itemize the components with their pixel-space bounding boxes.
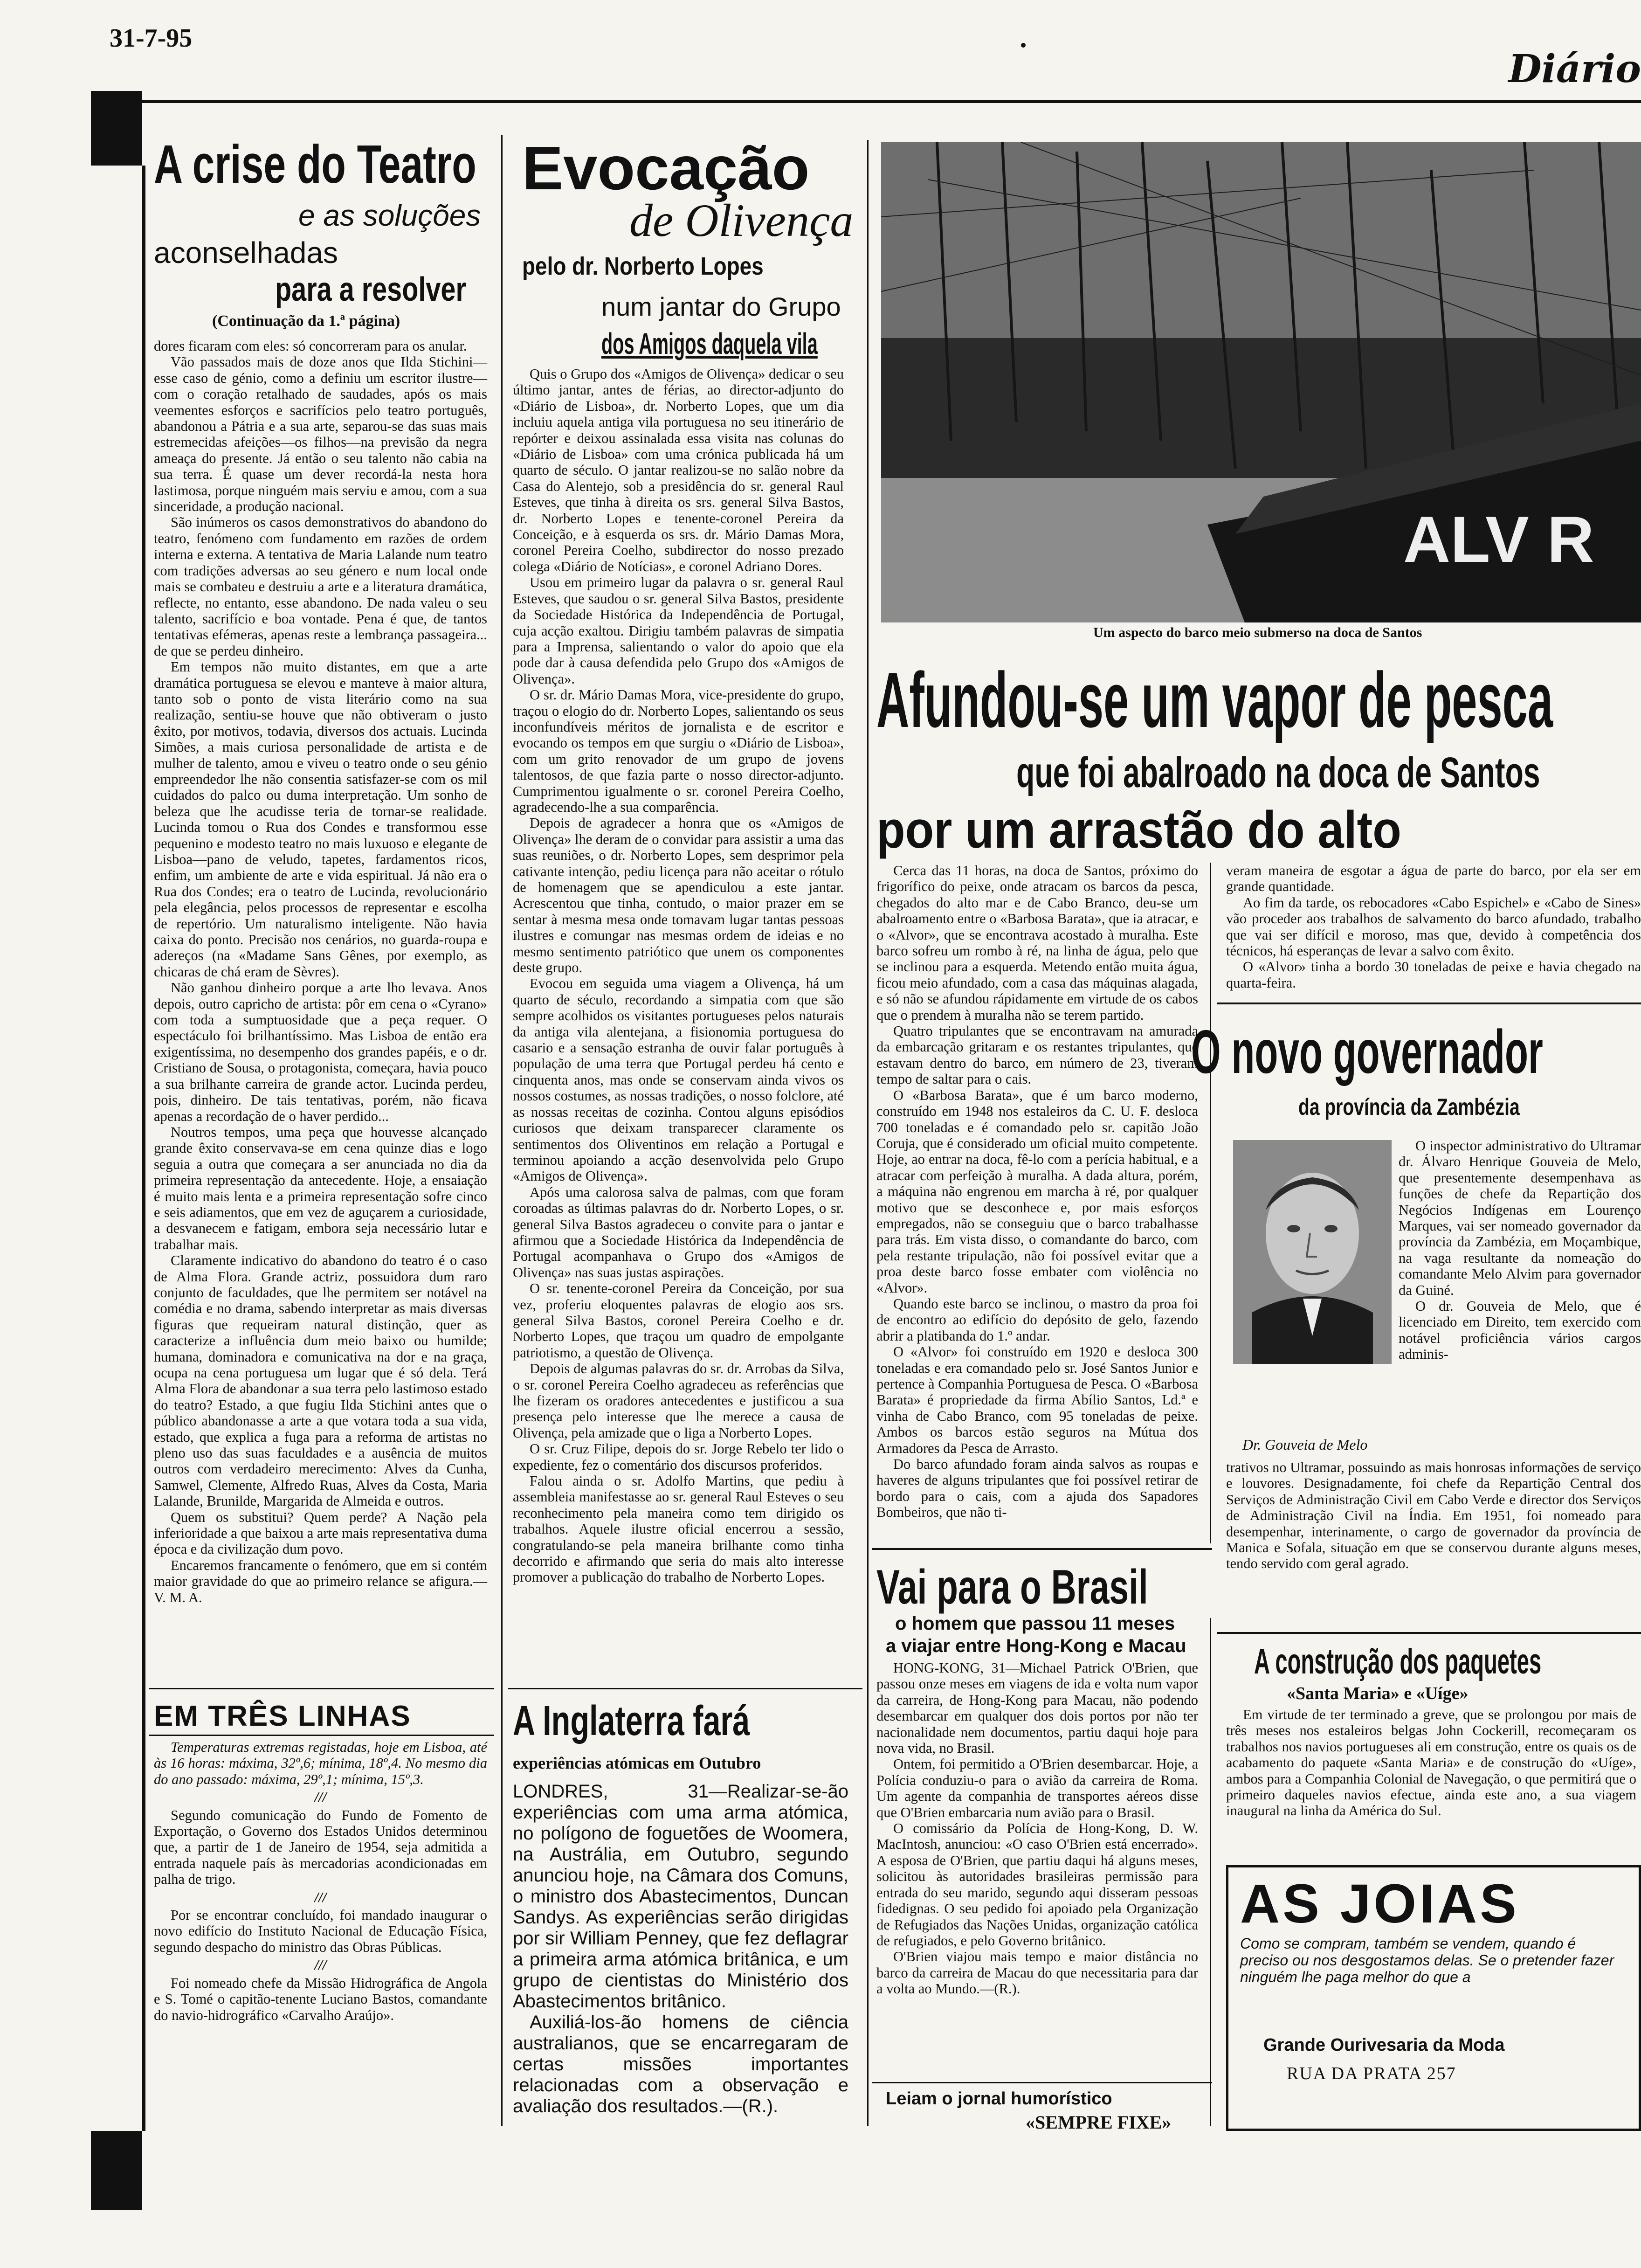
paragraph: Cerca das 11 horas, na doca de Santos, próximo do frigorífico do peixe, onde atracam os barcos da pesca, chegados do alto mar e de Cabo Branco, deu-se um abalroamento entre o «Barbosa Barata», que ia atracar, e o «Alvor», que se encontrava acostado à muralha. Este barco sofreu um rombo à ré, na linha de água, pelo que se inclinou para a esquerda. Metendo então muita água, ficou meio afundado, com a casa das máquinas alagada, e só não se afundou rápidamente em virtude de os cabos que o prendem à muralha não se terem partido. xyxy=(876,863,1198,1023)
paragraph: Ontem, foi permitido a O'Brien desembarcar. Hoje, a Polícia conduziu-o para o avião da carreira de Roma. Um agente da companhia de transportes aéreos disse que O'Brien embarcaria num avião para o Brasil. xyxy=(876,1756,1198,1820)
section-rule xyxy=(149,1735,494,1736)
brief-item: Temperaturas extremas registadas, hoje em Lisboa, até às 16 horas: máxima, 32º,6; mínima, 18º,4. No mesmo dia do ano passado: máxima, 29º,1; mínima, 15º,3. xyxy=(154,1739,487,1787)
paragraph: O dr. Gouveia de Melo, que é licenciado em Direito, tem exercido com notável proficiência vários cargos adminis- xyxy=(1399,1298,1641,1362)
paragraph: HONG-KONG, 31—Michael Patrick O'Brien, que passou onze meses em viagens de ida e volta num vapor da carreira, de Hong-Kong para Macau, não podendo desembarcar em qualquer dos dois portos por não ter nacionalidade nem documentos, partiu daqui hoje para nova vida, no Brasil. xyxy=(876,1660,1198,1756)
inglaterra-headline: A Inglaterra fará xyxy=(513,1698,750,1744)
margin-marker-bottom xyxy=(91,2131,142,2210)
paragraph: O sr. dr. Mário Damas Mora, vice-presidente do grupo, traçou o elogio do dr. Norberto Lopes, salientando os seus inconfundíveis méritos de jornalista e de escritor e evocando os tempos em que surgiu o «Diário de Lisboa», com um grito renovador de um grupo de jovens talentosos, de que fazia parte o nosso director-adjunto. Cumprimentou igualmente o sr. coronel Pereira Coelho, agradecendo-lhe a sua comparência. xyxy=(513,687,844,815)
paragraph: Em tempos não muito distantes, em que a arte dramática portuguesa se elevou e manteve à maior altura, tanto sob o ponto de vista literário como na sua realização, sentiu-se houve que não obtiveram o justo êxito, por motivos, todavia, diversos dos actuais. Lucinda Simões, a mais curiosa personalidade de artista e de mulher de talento, amou e viveu o teatro onde o seu génio empreendedor lhe não consentia satisfazer-se com os mil cuidados do palco ou duma interpretação. Um sonho de beleza que lhe acudisse teria de tornar-se realidade. Lucinda tomou o Rua dos Condes e transformou esse pequenino e modesto teatro no mais luxuoso e elegante de Lisboa—pano de veludo, tapetes, fardamentos ricos, enfim, um ambiente de arte e vida espiritual. Já não era o Rua dos Condes; era o teatro de Lucinda, revolucionário pela elegância, pelos processos de representar e escolha de repertório. Um naturalismo inteligente. Não havia caixa do ponto. Precisão nos cenários, no guarda-roupa e adereços (na «Madame Sans Gênes, por exemplo, as chicaras de chá eram de Sèvres). xyxy=(154,659,487,980)
column-rule xyxy=(1210,863,1211,1543)
paragraph: Auxiliá-los-ão homens de ciência australianos, que se encarregaram de certas missões importantes relacionadas com a observação e avaliação dos resultados.—(R.). xyxy=(513,2012,848,2116)
paragraph: Quis o Grupo dos «Amigos de Olivença» dedicar o seu último jantar, antes de férias, ao director-adjunto do «Diário de Lisboa», dr. Norberto Lopes, que um dia incluiu aquela antiga vila portuguesa no seu itinerário de repórter e deixou assinalada essa visita nas colunas do «Diário de Lisboa» com uma crónica publicada há um quarto de século. O jantar realizou-se no salão nobre da Casa do Alentejo, sob a presidência do sr. general Raul Esteves, que tinha à direita os srs. general Silva Bastos, dr. Norberto Lopes e tenente-coronel Pereira da Conceição, e à esquerda os srs. dr. Mário Damas Mora, coronel Pereira Coelho, subdirector do nosso prezado colega «Diário de Notícias», e coronel Adriano Dores. xyxy=(513,366,844,574)
brief-item: Foi nomeado chefe da Missão Hidrográfica de Angola e S. Tomé o capitão-tenente Luciano Bastos, comandante do navio-hidrográfico «Carvalho Araújo». xyxy=(154,1975,487,2023)
advert-shop-name: Grande Ourivesaria da Moda xyxy=(1263,2035,1505,2055)
paragraph: Ao fim da tarde, os rebocadores «Cabo Espichel» e «Cabo de Sines» vão proceder aos trabalhos de salvamento do barco afundado, trabalho que vai ser difícil e moroso, mas que, devido à competência dos técnicos, há esperanças de levar a salvo com êxito. xyxy=(1226,894,1641,959)
brasil-subhead: o homem que passou 11 meses xyxy=(895,1613,1175,1634)
issue-date: 31-7-95 xyxy=(110,24,193,53)
separator: /// xyxy=(314,1889,327,1905)
brasil-subhead-2: a viajar entre Hong-Kong e Macau xyxy=(886,1636,1186,1656)
brasil-headline: Vai para o Brasil xyxy=(876,1560,1148,1614)
paquetes-body xyxy=(1226,1707,1636,1819)
evocacao-subhead-2: dos Amigos daquela vila xyxy=(601,327,818,360)
tres-linhas-body xyxy=(154,1739,487,2023)
paragraph: São inúmeros os casos demonstrativos do abandono do teatro, fenómeno com fundamento em razões de ordem interna e externa. A tentativa de Maria Lalande num teatro com tradições adversas ao seu género e num local onde mais se combateu e destruiu a arte e a literatura dramática, reflecte, no entanto, esse abandono. De nada valeu o seu talento, sacrifício e boa vontade. Pena é que, de tantos tentativas efémeras, apenas reste a lembrança passageira... de que se perdeu dinheiro. xyxy=(154,514,487,659)
evocacao-subhead: num jantar do Grupo xyxy=(601,292,841,321)
crise-subhead-2: aconselhadas xyxy=(154,236,338,270)
paragraph: Quando este barco se inclinou, o mastro da proa foi de encontro ao edifício do depósito de gelo, fazendo abrir a platibanda do 1.º andar. xyxy=(876,1295,1198,1344)
ink-dot xyxy=(1021,43,1026,48)
paragraph: Usou em primeiro lugar da palavra o sr. general Raul Esteves, que saudou o sr. general Silva Bastos, presidente da Sociedade Histórica da Independência de Portugal, cuja acção exaltou. Dirigiu também palavras de simpatia para a Imprensa, salientando o valor do apoio que ela pode dar à causa defendida pelo Grupo dos «Amigos de Olivença». xyxy=(513,574,844,687)
paragraph: O «Alvor» foi construído em 1920 e desloca 300 toneladas e era comandado pelo sr. José Santos Junior e pertence à Companhia Portuguesa de Pesca. O «Barbosa Barata» é propriedade da firma Abílio Santos, Ld.ª e vinha de Cabo Branco, com 95 toneladas de peixe. Ambos os barcos estão seguros na Mútua dos Armadores da Pesca de Arrasto. xyxy=(876,1344,1198,1456)
afundou-body-right xyxy=(1226,863,1641,991)
paragraph: dores ficaram com eles: só concorreram para os anular. xyxy=(154,338,467,354)
governor-portrait xyxy=(1233,1140,1392,1364)
inglaterra-body xyxy=(513,1781,848,2117)
top-rule xyxy=(98,100,1641,103)
inglaterra-subhead: experiências atómicas em Outubro xyxy=(513,1754,761,1772)
paragraph: O sr. Cruz Filipe, depois do sr. Jorge Rebelo ter lido o expediente, fez o comentário dos discursos proferidos. xyxy=(513,1441,844,1473)
paragraph: Noutros tempos, uma peça que houvesse alcançado grande êxito conservava-se em cena quinze dias e logo seguia a outra que começara a ser anunciada no dia da primeira representação da antecedente. Hoje, a ensaiação é muito mais lenta e a primeira representação sofre cinco e seis adiamentos, que em vez de aguçarem a curiosidade, a desvanecem e fatigam, embora seja necessário lutar e trabalhar mais. xyxy=(154,1124,487,1252)
left-column-rule xyxy=(142,166,145,2131)
afundou-subhead: que foi abalroado na doca de Santos xyxy=(1016,749,1540,796)
governador-body-narrow xyxy=(1399,1138,1641,1362)
portrait-caption: Dr. Gouveia de Melo xyxy=(1242,1436,1368,1453)
paragraph: O «Alvor» tinha a bordo 30 toneladas de peixe e havia chegado na quarta-feira. xyxy=(1226,959,1641,991)
section-rule xyxy=(872,1548,1212,1550)
promo-line: Leiam o jornal humorístico xyxy=(886,2089,1112,2109)
paragraph: Em virtude de ter terminado a greve, que se prolongou por mais de três meses nos estaleiros belgas John Cockerill, recomeçaram os trabalhos nos navios portugueses ali em construção, entre os quais os de acabamento do paquete «Santa Maria» e de construção do «Uíge», ambos para a Companhia Colonial de Navegação, o que permitirá que o primeiro daqueles navios efectue, ainda este ano, a sua viagem inaugural na linha da América do Sul. xyxy=(1226,1707,1636,1819)
evocacao-body xyxy=(513,366,844,1585)
paragraph: Vão passados mais de doze anos que Ilda Stichini—esse caso de génio, como a definiu um escritor ilustre—com o coração retalhado de saudades, após os mais veementes esforços e sacrifícios pelo teatro português, abandonou a Pátria e a sua arte, separou-se das suas mais estremecidas afeições—os filhos—na previsão da negra ameaça do presente. Já então o seu talento não cabia na sua terra. É quase um dever recordá-la nesta hora lastimosa, porque ninguém mais serviu e amou, com a sua sinceridade, a produção nacional. xyxy=(154,354,487,515)
portrait-drawing xyxy=(1233,1140,1392,1364)
governador-subhead: da província da Zambézia xyxy=(1298,1094,1520,1120)
brasil-body xyxy=(876,1660,1198,1997)
harbour-photo-drawing xyxy=(881,142,1641,622)
evocacao-byline: pelo dr. Norberto Lopes xyxy=(522,252,764,280)
advert-body: Como se compram, também se vendem, quando é preciso ou nos desgostamos delas. Se o pretender fazer ninguém lhe paga melhor do que a xyxy=(1240,1935,1614,1985)
paragraph: Depois de algumas palavras do sr. dr. Arrobas da Silva, o sr. coronel Pereira Coelho agradeceu as referências que lhe fizeram os oradores antecedentes e justificou a sua presença pelo interesse que lhe merece a causa de Olivença, pela amizade que o liga a Norberto Lopes. xyxy=(513,1361,844,1441)
evocacao-headline: Evocação xyxy=(522,134,810,202)
paragraph: Evocou em seguida uma viagem a Olivença, há um quarto de século, recordando a simpatia com que são sempre acolhidos os visitantes portugueses pelos naturais da antiga vila alentejana, a fisionomia portuguesa do casario e a sensação estranha de ouvir falar português à população de uma terra que Portugal perdeu há cento e cinquenta anos, mas onde se conservam ainda vivos os nossos costumes, as nossas tradições, o nosso folclore, até as nossas receitas de cozinha. Contou alguns episódios curiosos que deixam transparecer claramente os sentimentos dos Oliventinos em relação a Portugal e terminou apoiando a acção desenvolvida pelo Grupo «Amigos de Olivença». xyxy=(513,975,844,1184)
paragraph: O'Brien viajou mais tempo e maior distância no barco da carreira de Macau do que necessitaria para dar a volta ao Mundo.—(R.). xyxy=(876,1949,1198,1997)
paragraph: Claramente indicativo do abandono do teatro é o caso de Alma Flora. Grande actriz, possuidora dum raro conjunto de faculdades, que lhe permitem ser notável na comédia e no drama, sabendo interpretar as mais diversas figuras que requeiram natural distinção, quer as caracterize a influência dum meio baixo ou humilde; humana, dominadora e comunicativa na dor e na graça, ocupa na cena portuguesa um lugar que é só dela. Terá Alma Flora de abandonar a sua terra pelo lastimoso estado do teatro? Estado, a que fugiu Ilda Stichini antes que o público abandonasse a arte a que votara toda a sua vida, estado, que explica a fuga para a reforma de artistas no pleno uso das suas faculdades e a ausência de muitos outros com verdadeiro merecimento: Alves da Cunha, Samwel, Clemente, Alfredo Ruas, Alves da Costa, Maria Lalande, Brunilde, Margarida de Almeida e outros. xyxy=(154,1252,487,1509)
tres-linhas-headline: EM TRÊS LINHAS xyxy=(154,1700,411,1732)
afundou-headline: Afundou-se um vapor de pesca xyxy=(876,656,1553,744)
photo-caption: Um aspecto do barco meio submerso na doca de Santos xyxy=(1093,625,1422,640)
paragraph: Não ganhou dinheiro porque a arte lho levava. Anos depois, outro capricho de artista: pôr em cena o «Cyrano» com toda a sumptuosidade que a peça requer. O espectáculo foi brilhantíssimo. Mas Lisboa de então era exigentíssima, no desempenho dos grandes papéis, e o dr. Cristiano de Sousa, o protagonista, começara, havia pouco a sua brilhante carreira de grande actor. Lucinda perdeu, pois, dinheiro. De tais tentativas, porém, não ficava apenas a recordação de o haver perdido... xyxy=(154,980,487,1124)
afundou-subhead-2: por um arrastão do alto xyxy=(876,801,1401,859)
paragraph: Após uma calorosa salva de palmas, com que foram coroadas as últimas palavras do dr. Norberto Lopes, o sr. general Silva Bastos agradeceu o convite para o jantar e afirmou que a Sociedade Histórica da Independência de Portugal acompanhava o Grupo dos «Amigos de Olivença» nas suas justas aspirações. xyxy=(513,1184,844,1280)
paragraph: O inspector administrativo do Ultramar dr. Álvaro Henrique Gouveia de Melo, que presentemente desempenhava as funções de chefe da Repartição dos Negócios Indígenas em Lourenço Marques, vai ser nomeado governador da província da Zambézia, em Moçambique, na vaga resultante da nomeação do comandante Melo Alvim para governador da Guiné. xyxy=(1399,1138,1641,1298)
afundou-body-left xyxy=(876,863,1198,1521)
paragraph: O «Barbosa Barata», que é um barco moderno, construído em 1948 nos estaleiros da C. U. F. desloca 700 toneladas e é comandado pelo sr. capitão João Coruja, que é considerado um oficial muito competente. Hoje, ao entrar na doca, fê-lo com a perícia habitual, e a atracar com perfeição à muralha. A dada altura, porém, a máquina não engrenou em marcha à ré, por qualquer motivo que se desconhece e, por mais esforços empregados, não se conseguiu que o barco trabalhasse para trás. Em vista disso, o comandante do barco, com pela restante tripulação, não foi possível evitar que a proa deste barco fosse embater com violência no «Alvor». xyxy=(876,1087,1198,1296)
crise-body xyxy=(154,338,487,1605)
column-rule xyxy=(1210,1618,1211,2126)
paquetes-subhead: «Santa Maria» e «Uíge» xyxy=(1287,1684,1469,1703)
harbour-photo xyxy=(881,142,1641,622)
evocacao-headline-2: de Olivença xyxy=(629,194,854,246)
paragraph: Depois de agradecer a honra que os «Amigos de Olivença» lhe deram de o convidar para assistir a uma das suas reuniões, o dr. Norberto Lopes, sem desprimor pela cativante intenção, pediu licença para não aceitar o rótulo de homenagem que se apendiculou a este jantar. Acrescentou que tinha, contudo, o maior prazer em se sentar à mesma mesa onde tomavam lugar tantas pessoas ilustres e comungar nas mesmas ordem de ideias e no mesmo sentimento patriótico que unem os componentes deste grupo. xyxy=(513,815,844,976)
section-rule xyxy=(1217,1003,1641,1004)
crise-headline: A crise do Teatro xyxy=(154,134,476,194)
separator: /// xyxy=(314,1957,327,1973)
paragraph: Quatro tripulantes que se encontravam na amurada da embarcação gritaram e os restantes tripulantes, que estavam dentro do barco, em número de 23, tiveram tempo de saltar para o cais. xyxy=(876,1023,1198,1087)
paragraph: veram maneira de esgotar a água de parte do barco, por ela ser em grande quantidade. xyxy=(1226,863,1641,895)
brief-item: Segundo comunicação do Fundo de Fomento de Exportação, o Governo dos Estados Unidos determinou que, a partir de 1 de Janeiro de 1954, seja admitida a entrada naquele país às mercadorias acondicionadas em palha de trigo. xyxy=(154,1807,487,1888)
paquetes-headline: A construção dos paquetes xyxy=(1254,1642,1542,1681)
paragraph: Do barco afundado foram ainda salvos as roupas e haveres de alguns tripulantes que foi possível retirar de bordo para o cais, com a ajuda dos Sapadores Bombeiros, que não ti- xyxy=(876,1456,1198,1521)
advert-address: RUA DA PRATA 257 xyxy=(1287,2064,1456,2083)
column-rule xyxy=(501,135,503,2126)
paragraph: Quem os substitui? Quem perde? A Nação pela inferioridade a que baixou a arte mais representativa duma época e da civilização dum povo. xyxy=(154,1509,487,1557)
crise-subhead-3: para a resolver xyxy=(275,271,466,308)
hull-lettering: ALV R xyxy=(1403,503,1594,576)
section-rule xyxy=(1217,1632,1641,1634)
governador-body-wide xyxy=(1226,1459,1641,1572)
crise-subhead-1: e as soluções xyxy=(298,199,481,232)
separator: /// xyxy=(314,1789,327,1805)
advert-title: AS JOIAS xyxy=(1240,1873,1519,1935)
paragraph: LONDRES, 31—Realizar-se-ão experiências com uma arma atómica, no polígono de foguetões de Woomera, na Austrália, em Outubro, segundo anunciou hoje, na Câmara dos Comuns, o ministro dos Abastecimentos, Duncan Sandys. As experiências serão dirigidas por sir William Penney, que fez deflagrar a primeira arma atómica britânica, e um grupo de cientistas do Ministério dos Abastecimentos britânico. xyxy=(513,1781,848,2012)
promo-title: «SEMPRE FIXE» xyxy=(1026,2112,1172,2133)
governador-headline: O novo governador xyxy=(1191,1017,1543,1086)
paragraph: Falou ainda o sr. Adolfo Martins, que pediu à assembleia manifestasse ao sr. general Raul Esteves o seu reconhecimento pela maneira como tem dirigido os trabalhos. Aquele ilustre oficial encerrou a sessão, congratulando-se pela maneira brilhante como tinha decorrido e afirmando que seria do mais alto interesse promover a publicação do trabalho de Norberto Lopes. xyxy=(513,1473,844,1585)
section-rule xyxy=(149,1688,494,1689)
paragraph: Encaremos francamente o fenómero, que em si contém maior gravidade do que ao primeiro relance se afigura.—V. M. A. xyxy=(154,1557,487,1605)
section-rule xyxy=(508,1688,862,1689)
paragraph: trativos no Ultramar, possuindo as mais honrosas informações de serviço e louvores. Designadamente, foi chefe da Repartição Central dos Serviços de Administração Civil em Cabo Verde e director dos Serviços de Administração Civil na Índia. Em 1951, foi nomeado para desempenhar, interinamente, o cargo de governador da província de Manica e Sofala, situação em que se conservou durante alguns meses, tendo servido com geral agrado. xyxy=(1226,1459,1641,1572)
section-rule xyxy=(872,2082,1212,2083)
margin-marker-top xyxy=(91,91,142,166)
masthead: Diário xyxy=(1508,47,1641,91)
paragraph: O comissário da Polícia de Hong-Kong, D. W. MacIntosh, anunciou: «O caso O'Brien está encerrado». A esposa de O'Brien, que partiu daqui há alguns meses, solicitou às autoridades brasileiras permissão para entrada do seu marido, segundo aqui disseram pessoas fidedignas. O seu pedido foi apoiado pela Organização de Refugiados das Nações Unidas, organização católica de refugiados, e pelo Governo britânico. xyxy=(876,1820,1198,1949)
brief-item: Por se encontrar concluído, foi mandado inaugurar o novo edifício do Instituto Nacional de Educação Física, segundo despacho do ministro das Obras Públicas. xyxy=(154,1907,487,1955)
paragraph: O sr. tenente-coronel Pereira da Conceição, por sua vez, proferiu eloquentes palavras de elogio aos srs. general Silva Bastos, coronel Pereira Coelho e dr. Norberto Lopes, que traçou um quadro de empolgante patriotismo, a questão de Olivença. xyxy=(513,1280,844,1361)
crise-continuation: (Continuação da 1.ª página) xyxy=(212,312,400,330)
column-rule xyxy=(867,140,869,2126)
